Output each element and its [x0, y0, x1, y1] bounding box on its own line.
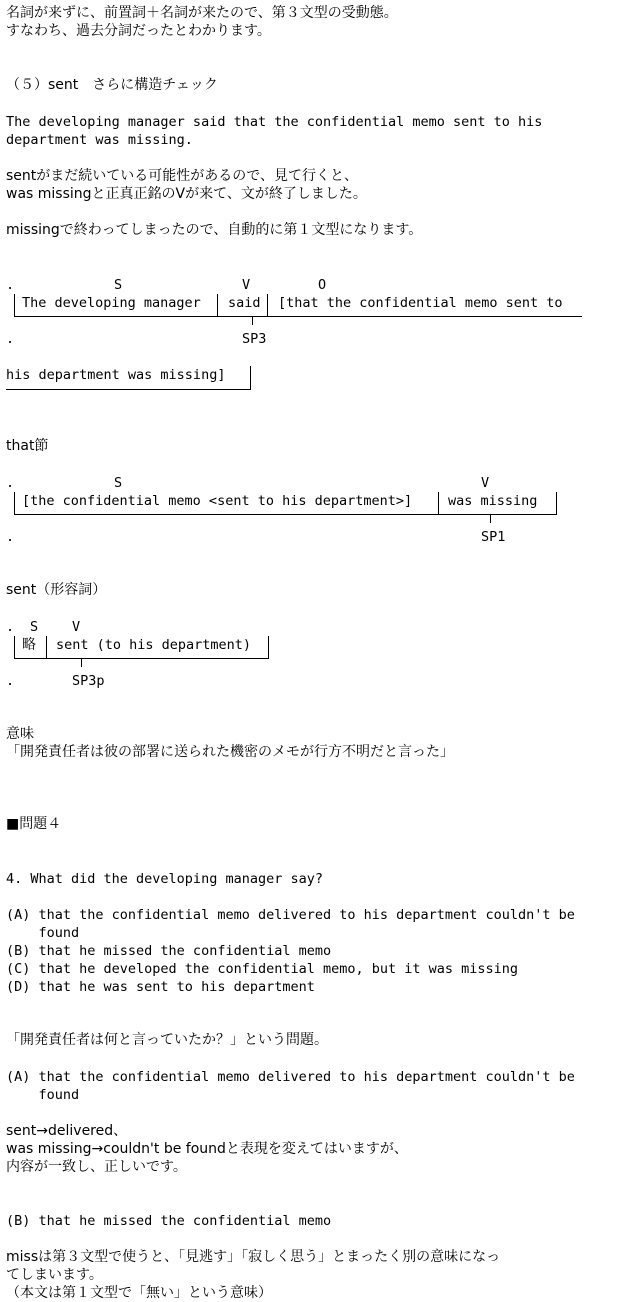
sentence-line-1: The developing manager said that the confidential memo sent to his [6, 114, 543, 130]
intro-line-2: すなわち、過去分詞だったとわかります。 [6, 23, 271, 39]
that-clause-heading: that節 [6, 438, 49, 454]
answer-option-a: (A) that the confidential memo delivered to his department couldn't be [6, 1069, 575, 1085]
cell-verb: was missing [448, 493, 538, 509]
bracket-left [14, 492, 15, 514]
answer-option-a-continued: found [6, 1087, 80, 1103]
bracket-baseline [6, 389, 251, 390]
label-o: O [318, 277, 327, 293]
bracket-baseline [14, 658, 269, 659]
label-v: V [481, 475, 490, 491]
pattern-tick [252, 317, 253, 325]
bracket-right [268, 636, 269, 658]
bracket-left [14, 636, 15, 658]
meaning-text: 「開発責任者は彼の部署に送られた機密のメモが行方不明だと言った」 [6, 744, 454, 760]
section-heading: （５）sent さらに構造チェック [6, 77, 218, 93]
explanation-line-1: sentがまだ続いている可能性があるので、見て行くと、 [6, 168, 358, 184]
bracket-baseline [14, 514, 557, 515]
cell-subject-omitted: 略 [22, 637, 36, 653]
diagram-dot: . [6, 475, 15, 491]
answer-explanation-line-3: 内容が一致し、正しいです。 [6, 1159, 187, 1175]
cell-object-continued: his department was missing] [6, 367, 226, 383]
option-b-explanation-line-1: missは第３文型で使うと、「見逃す」「寂しく思う」とまったく別の意味になっ [6, 1249, 501, 1265]
cell-subject: The developing manager [22, 295, 201, 311]
label-v: V [72, 619, 81, 635]
answer-option-b: (B) that he missed the confidential memo [6, 1213, 332, 1229]
diagram-dot: . [6, 673, 15, 689]
pattern-label: SP3 [242, 331, 267, 347]
bracket-right [556, 492, 557, 514]
explanation-line-2: was missingと正真正銘のVが来て、文が終了しました。 [6, 186, 367, 202]
answer-explanation-line-2: was missing→couldn't be foundと表現を変えてはいますが、 [6, 1141, 408, 1157]
bracket-baseline [14, 316, 582, 317]
option-d: (D) that he was sent to his department [6, 979, 315, 995]
option-b-explanation-line-2: てしまいます。 [6, 1267, 103, 1283]
option-c: (C) that he developed the confidential memo, but it was missing [6, 961, 519, 977]
diagram-dot: . [6, 619, 15, 635]
bracket-divider [217, 294, 218, 316]
pattern-tick [81, 659, 82, 667]
pattern-label: SP1 [481, 529, 506, 545]
option-b: (B) that he missed the confidential memo [6, 943, 332, 959]
option-b-explanation-line-3: （本文は第１文型で「無い」という意味） [6, 1285, 272, 1301]
bracket-right [250, 366, 251, 389]
question-heading: ■問題４ [6, 816, 62, 832]
bracket-left [14, 294, 15, 316]
question-stem: 4. What did the developing manager say? [6, 871, 323, 887]
diagram-dot: . [6, 529, 15, 545]
option-a: (A) that the confidential memo delivered to his department couldn't be [6, 907, 575, 923]
diagram-dot: . [6, 331, 15, 347]
cell-verb: sent (to his department) [56, 637, 252, 653]
sentence-line-2: department was missing. [6, 132, 193, 148]
bracket-divider [267, 294, 268, 316]
answer-intro: 「開発責任者は何と言っていたか？」という問題。 [6, 1032, 328, 1048]
meaning-heading: 意味 [6, 726, 34, 742]
option-a-continued: found [6, 925, 80, 941]
cell-object: [that the confidential memo sent to [278, 295, 563, 311]
bracket-divider [438, 492, 439, 514]
label-s: S [114, 277, 123, 293]
pattern-tick [490, 515, 491, 523]
bracket-divider [46, 636, 47, 658]
label-v: V [242, 277, 251, 293]
cell-subject: [the confidential memo <sent to his department>] [22, 493, 413, 509]
sent-adjective-heading: sent（形容詞） [6, 582, 107, 598]
answer-explanation-line-1: sent→delivered、 [6, 1123, 128, 1139]
intro-line-1: 名詞が来ずに、前置詞＋名詞が来たので、第３文型の受動態。 [6, 5, 398, 21]
explanation-line-3: missingで終わってしまったので、自動的に第１文型になります。 [6, 222, 423, 238]
label-s: S [30, 619, 39, 635]
label-s: S [114, 475, 123, 491]
diagram-dot: . [6, 277, 15, 293]
pattern-label: SP3p [72, 673, 105, 689]
cell-verb: said [228, 295, 261, 311]
